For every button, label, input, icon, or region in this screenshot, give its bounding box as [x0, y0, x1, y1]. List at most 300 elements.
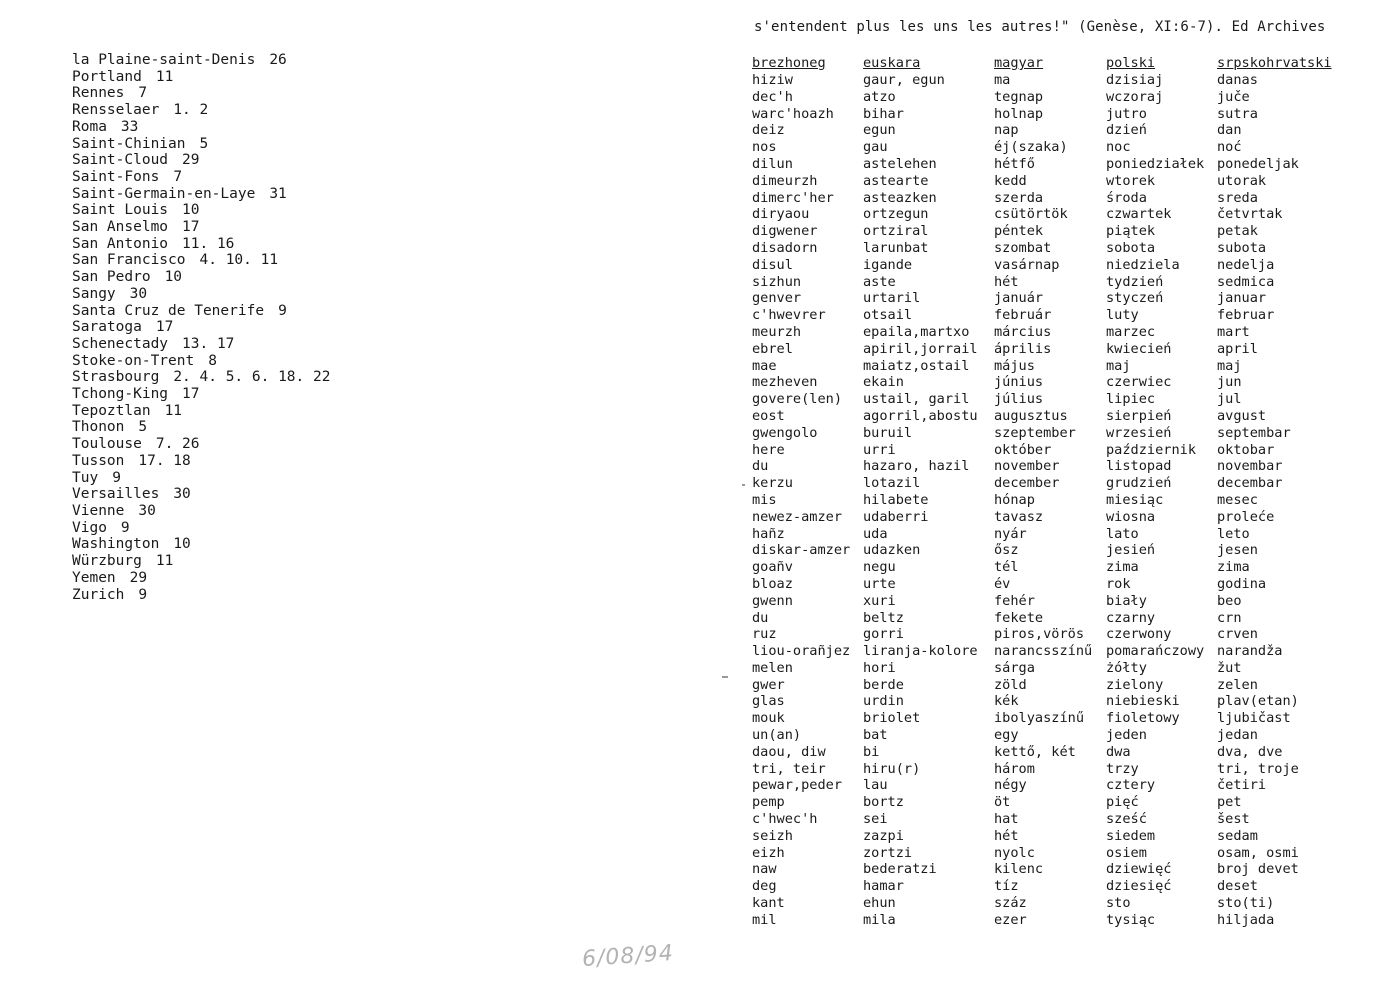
table-cell: negu: [863, 559, 896, 576]
table-row: [752, 744, 1337, 761]
table-row: [752, 206, 1337, 223]
table-cell: glas: [752, 693, 785, 710]
table-cell: február: [994, 307, 1052, 324]
table-cell: disul: [752, 256, 793, 273]
table-cell: niedziela: [1106, 256, 1180, 273]
table-cell: vasárnap: [994, 256, 1060, 273]
table-cell: czwartek: [1106, 206, 1172, 223]
table-cell: beo: [1217, 592, 1242, 609]
table-cell: gau: [863, 139, 888, 156]
table-row: [752, 643, 1337, 660]
table-cell: hat: [994, 811, 1019, 828]
place-name: Strasbourg: [72, 369, 160, 386]
place-name: Tuy: [72, 469, 99, 486]
page-numbers: 17: [182, 219, 200, 236]
table-cell: kék: [994, 693, 1019, 710]
column-header-euskara: euskara: [863, 55, 921, 71]
table-cell: trzy: [1106, 760, 1139, 777]
page-numbers: 5: [138, 419, 148, 436]
table-cell: novembar: [1217, 458, 1283, 475]
table-cell: crn: [1217, 609, 1242, 626]
page-numbers: 5: [199, 135, 209, 152]
place-name: Saint Louis: [72, 202, 169, 219]
index-entry: [72, 520, 330, 537]
table-cell: lau: [863, 777, 888, 794]
index-entry: [72, 470, 330, 487]
table-cell: briolet: [863, 710, 921, 727]
index-entry: [72, 102, 330, 119]
table-cell: pomarańczowy: [1106, 643, 1205, 660]
table-cell: dziewięć: [1106, 861, 1172, 878]
index-entry: [72, 269, 330, 286]
table-row: [752, 307, 1337, 324]
table-cell: astelehen: [863, 155, 937, 172]
table-cell: disadorn: [752, 239, 818, 256]
table-cell: październik: [1106, 441, 1197, 458]
table-cell: zima: [1106, 559, 1139, 576]
index-entry: [72, 236, 330, 253]
table-cell: ortziral: [863, 223, 929, 240]
page-numbers: 10: [173, 536, 191, 553]
index-entry: [72, 336, 330, 353]
table-cell: maiatz,ostail: [863, 357, 970, 374]
table-header-row: [752, 54, 1337, 72]
table-cell: március: [994, 323, 1052, 340]
table-row: [752, 475, 1337, 492]
place-name: Portland: [72, 68, 142, 85]
table-row: [752, 290, 1337, 307]
index-entry: [72, 69, 330, 86]
table-cell: jul: [1217, 391, 1242, 408]
place-index-list: [72, 52, 330, 603]
place-name: Rennes: [72, 85, 125, 102]
table-cell: warc'hoazh: [752, 105, 834, 122]
table-row: [752, 274, 1337, 291]
table-cell: maj: [1106, 357, 1131, 374]
index-entry: [72, 152, 330, 169]
table-cell: dan: [1217, 122, 1242, 139]
table-cell: berde: [863, 676, 904, 693]
index-entry: [72, 319, 330, 336]
table-cell: subota: [1217, 239, 1267, 256]
table-cell: noc: [1106, 139, 1131, 156]
table-cell: éj(szaka): [994, 139, 1068, 156]
place-name: Saint-Chinian: [72, 135, 186, 152]
table-cell: hilabete: [863, 491, 929, 508]
page-numbers: 30: [129, 285, 148, 302]
table-cell: hónap: [994, 491, 1035, 508]
table-row: [752, 593, 1337, 610]
table-cell: wtorek: [1106, 172, 1156, 189]
table-cell: urtaril: [863, 290, 921, 307]
table-cell: tydzień: [1106, 273, 1164, 290]
table-cell: öt: [994, 794, 1011, 811]
table-cell: hazaro, hazil: [863, 458, 970, 475]
table-cell: nyolc: [994, 844, 1035, 861]
index-entry: [72, 503, 330, 520]
table-cell: ehun: [863, 895, 896, 912]
place-name: Vigo: [72, 519, 107, 536]
table-cell: egun: [863, 122, 896, 139]
table-cell: kilenc: [994, 861, 1044, 878]
table-row: [752, 677, 1337, 694]
table-cell: tri, teir: [752, 760, 826, 777]
place-name: Yemen: [72, 569, 116, 586]
table-cell: lipiec: [1106, 391, 1156, 408]
table-cell: bihar: [863, 105, 904, 122]
page-numbers: 29: [182, 152, 200, 169]
table-row: [752, 425, 1337, 442]
index-entry: [72, 536, 330, 553]
page-numbers: 11: [155, 68, 174, 85]
place-name: Versailles: [72, 486, 160, 503]
index-entry: [72, 403, 330, 420]
table-cell: jesen: [1217, 542, 1258, 559]
table-cell: niebieski: [1106, 693, 1180, 710]
table-row: [752, 240, 1337, 257]
stray-mark: [722, 676, 728, 678]
table-cell: mila: [863, 911, 896, 928]
place-name: Tusson: [72, 452, 125, 469]
table-cell: noć: [1217, 139, 1242, 156]
table-cell: gaur, egun: [863, 72, 945, 88]
table-row: [752, 811, 1337, 828]
table-cell: januar: [1217, 290, 1267, 307]
table-row: [752, 727, 1337, 744]
table-cell: hiljada: [1217, 911, 1275, 928]
table-cell: udazken: [863, 542, 921, 559]
table-cell: sárga: [994, 659, 1035, 676]
table-cell: sto: [1106, 895, 1131, 912]
table-cell: larunbat: [863, 239, 929, 256]
index-entry: [72, 186, 330, 203]
table-row: [752, 660, 1337, 677]
table-cell: hamar: [863, 878, 904, 895]
table-cell: nap: [994, 122, 1019, 139]
page-numbers: 10: [182, 202, 200, 219]
table-row: [752, 458, 1337, 475]
table-row: [752, 828, 1337, 845]
table-cell: kwiecień: [1106, 340, 1172, 357]
index-entry: [72, 386, 330, 403]
table-cell: pet: [1217, 794, 1242, 811]
table-cell: środa: [1106, 189, 1147, 206]
table-row: [752, 391, 1337, 408]
index-entry: [72, 486, 330, 503]
table-cell: żółty: [1106, 659, 1147, 676]
table-cell: proleće: [1217, 508, 1275, 525]
table-cell: május: [994, 357, 1035, 374]
table-row: [752, 190, 1337, 207]
table-cell: bi: [863, 743, 880, 760]
table-cell: urdin: [863, 693, 904, 710]
table-cell: ebrel: [752, 340, 793, 357]
table-cell: hañz: [752, 525, 785, 542]
table-cell: dwa: [1106, 743, 1131, 760]
table-cell: bat: [863, 727, 888, 744]
table-cell: petak: [1217, 223, 1258, 240]
table-row: [752, 861, 1337, 878]
table-cell: du: [752, 609, 769, 626]
table-cell: miesiąc: [1106, 491, 1164, 508]
table-cell: rok: [1106, 575, 1131, 592]
table-cell: wczoraj: [1106, 88, 1164, 105]
table-cell: sto(ti): [1217, 895, 1275, 912]
stray-mark: [742, 484, 745, 486]
table-cell: žut: [1217, 659, 1242, 676]
table-cell: deset: [1217, 878, 1258, 895]
page-numbers: 1. 2: [173, 102, 209, 119]
table-cell: jesień: [1106, 542, 1156, 559]
place-name: San Antonio: [72, 235, 169, 252]
table-cell: ustail, garil: [863, 391, 970, 408]
table-cell: agorril,abostu: [863, 407, 978, 424]
table-cell: c'hwevrer: [752, 307, 826, 324]
table-cell: czerwiec: [1106, 374, 1172, 391]
table-cell: három: [994, 760, 1035, 777]
page-numbers: 7. 26: [155, 436, 200, 453]
page-numbers: 4. 10. 11: [199, 252, 279, 269]
place-name: Thonon: [72, 419, 125, 436]
table-cell: tél: [994, 559, 1019, 576]
table-cell: fioletowy: [1106, 710, 1180, 727]
table-cell: december: [994, 475, 1060, 492]
table-cell: narancsszínű: [994, 643, 1093, 660]
table-cell: sześć: [1106, 811, 1147, 828]
table-cell: mart: [1217, 323, 1250, 340]
table-cell: fekete: [994, 609, 1044, 626]
table-cell: nedelja: [1217, 256, 1275, 273]
quote-header: s'entendent plus les uns les autres!" (Genèse, XI:6-7). Ed Archives: [754, 19, 1326, 35]
table-cell: piątek: [1106, 223, 1156, 240]
table-cell: sobota: [1106, 239, 1156, 256]
table-row: [752, 626, 1337, 643]
table-cell: digwener: [752, 223, 818, 240]
handwritten-date: 6/08/94: [581, 940, 675, 973]
page-numbers: 17. 18: [138, 452, 191, 469]
table-cell: deg: [752, 878, 777, 895]
table-row: [752, 106, 1337, 123]
table-cell: biały: [1106, 592, 1147, 609]
table-cell: listopad: [1106, 458, 1172, 475]
table-cell: kedd: [994, 172, 1027, 189]
table-cell: osam, osmi: [1217, 844, 1299, 861]
table-row: [752, 257, 1337, 274]
table-cell: juče: [1217, 88, 1250, 105]
page-numbers: 7: [138, 85, 148, 102]
page-numbers: 9: [278, 302, 287, 319]
index-entry: [72, 52, 330, 69]
table-row: [752, 442, 1337, 459]
place-name: San Francisco: [72, 252, 186, 269]
table-cell: nos: [752, 139, 777, 156]
page-numbers: 11: [155, 553, 174, 570]
table-cell: četvrtak: [1217, 206, 1283, 223]
table-cell: holnap: [994, 105, 1044, 122]
place-name: San Pedro: [72, 269, 151, 286]
table-cell: crven: [1217, 626, 1258, 643]
table-cell: mezheven: [752, 374, 818, 391]
place-name: Saint-Germain-en-Laye: [72, 185, 256, 202]
table-body: [752, 72, 1337, 929]
table-cell: gorri: [863, 626, 904, 643]
table-cell: diryaou: [752, 206, 810, 223]
index-entry: [72, 419, 330, 436]
table-cell: goañv: [752, 559, 793, 576]
table-cell: gwenn: [752, 592, 793, 609]
table-cell: meurzh: [752, 323, 802, 340]
table-cell: marzec: [1106, 323, 1156, 340]
page-numbers: 9: [120, 519, 130, 536]
table-cell: szerda: [994, 189, 1044, 206]
table-cell: hiziw: [752, 72, 793, 88]
table-cell: atzo: [863, 88, 896, 105]
table-cell: jedan: [1217, 727, 1258, 744]
table-cell: ősz: [994, 542, 1019, 559]
table-row: [752, 358, 1337, 375]
table-row: [752, 122, 1337, 139]
place-name: San Anselmo: [72, 219, 169, 236]
table-cell: urte: [863, 575, 896, 592]
table-cell: zortzi: [863, 844, 913, 861]
page-numbers: 33: [120, 118, 139, 135]
table-cell: pemp: [752, 794, 785, 811]
place-name: Schenectady: [72, 335, 169, 352]
table-cell: wiosna: [1106, 508, 1156, 525]
table-cell: dziesięć: [1106, 878, 1172, 895]
table-cell: augusztus: [994, 407, 1068, 424]
table-cell: utorak: [1217, 172, 1267, 189]
page-numbers: 10: [164, 269, 183, 286]
table-cell: here: [752, 441, 785, 458]
table-cell: július: [994, 391, 1044, 408]
place-name: Tchong-King: [72, 386, 169, 403]
table-cell: piros,vörös: [994, 626, 1085, 643]
table-cell: kettő, két: [994, 743, 1076, 760]
page-numbers: 2. 4. 5. 6. 18. 22: [173, 369, 331, 386]
table-cell: ezer: [994, 911, 1027, 928]
table-cell: ruz: [752, 626, 777, 643]
index-entry: [72, 119, 330, 136]
index-entry: [72, 136, 330, 153]
table-row: [752, 559, 1337, 576]
table-cell: ibolyaszínű: [994, 710, 1085, 727]
table-cell: pięć: [1106, 794, 1139, 811]
table-cell: leto: [1217, 525, 1250, 542]
table-cell: dimerc'her: [752, 189, 834, 206]
table-cell: urri: [863, 441, 896, 458]
table-cell: sedam: [1217, 827, 1258, 844]
page-numbers: 30: [138, 502, 156, 519]
table-cell: négy: [994, 777, 1027, 794]
table-row: [752, 895, 1337, 912]
table-cell: sizhun: [752, 273, 802, 290]
table-cell: oktobar: [1217, 441, 1275, 458]
table-cell: pewar,peder: [752, 777, 843, 794]
table-row: [752, 845, 1337, 862]
place-name: Washington: [72, 536, 160, 553]
place-name: Saint-Cloud: [72, 152, 169, 169]
table-cell: április: [994, 340, 1052, 357]
table-cell: beltz: [863, 609, 904, 626]
table-cell: sei: [863, 811, 888, 828]
right-page: [692, 0, 1384, 1000]
table-cell: šest: [1217, 811, 1250, 828]
table-cell: tavasz: [994, 508, 1044, 525]
table-cell: seizh: [752, 827, 793, 844]
place-name: Roma: [72, 118, 107, 135]
place-name: Saratoga: [72, 319, 142, 336]
table-cell: zöld: [994, 676, 1027, 693]
table-cell: plav(etan): [1217, 693, 1299, 710]
table-cell: ekain: [863, 374, 904, 391]
table-cell: avgust: [1217, 407, 1267, 424]
place-name: Santa Cruz de Tenerife: [72, 302, 265, 319]
index-entry: [72, 219, 330, 236]
table-cell: otsail: [863, 307, 913, 324]
page-numbers: 17: [155, 319, 174, 336]
table-cell: osiem: [1106, 844, 1147, 861]
table-cell: danas: [1217, 72, 1258, 88]
place-name: Zurich: [72, 586, 125, 603]
table-cell: zelen: [1217, 676, 1258, 693]
table-row: [752, 610, 1337, 627]
table-cell: péntek: [994, 223, 1044, 240]
table-cell: siedem: [1106, 827, 1156, 844]
place-name: Sangy: [72, 285, 116, 302]
index-entry: [72, 570, 330, 587]
table-cell: dimeurzh: [752, 172, 818, 189]
table-cell: buruil: [863, 424, 913, 441]
column-header-brezhoneg: brezhoneg: [752, 55, 826, 71]
table-cell: szombat: [994, 239, 1052, 256]
table-cell: genver: [752, 290, 802, 307]
table-cell: uda: [863, 525, 888, 542]
table-cell: deiz: [752, 122, 785, 139]
page-numbers: 9: [112, 469, 121, 486]
table-cell: csütörtök: [994, 206, 1068, 223]
column-header-srpskohrvatski: srpskohrvatski: [1217, 55, 1332, 71]
table-cell: dzień: [1106, 122, 1147, 139]
table-row: [752, 576, 1337, 593]
table-cell: apiril,jorrail: [863, 340, 978, 357]
table-row: [752, 408, 1337, 425]
table-row: [752, 761, 1337, 778]
place-name: Toulouse: [72, 436, 142, 453]
table-row: [752, 794, 1337, 811]
page-numbers: 7: [173, 168, 183, 185]
table-cell: száz: [994, 895, 1027, 912]
table-cell: govere(len): [752, 391, 843, 408]
table-cell: jutro: [1106, 105, 1147, 122]
table-cell: zazpi: [863, 827, 904, 844]
table-cell: bortz: [863, 794, 904, 811]
table-cell: daou, diw: [752, 743, 826, 760]
table-cell: ortzegun: [863, 206, 929, 223]
table-cell: tíz: [994, 878, 1019, 895]
table-cell: epaila,martxo: [863, 323, 970, 340]
table-cell: četiri: [1217, 777, 1267, 794]
table-cell: melen: [752, 659, 793, 676]
index-entry: [72, 85, 330, 102]
table-cell: lotazil: [863, 475, 921, 492]
table-cell: dilun: [752, 155, 793, 172]
table-cell: sedmica: [1217, 273, 1275, 290]
table-cell: bloaz: [752, 575, 793, 592]
table-cell: hiru(r): [863, 760, 921, 777]
table-cell: dec'h: [752, 88, 793, 105]
place-name: Stoke-on-Trent: [72, 352, 195, 369]
